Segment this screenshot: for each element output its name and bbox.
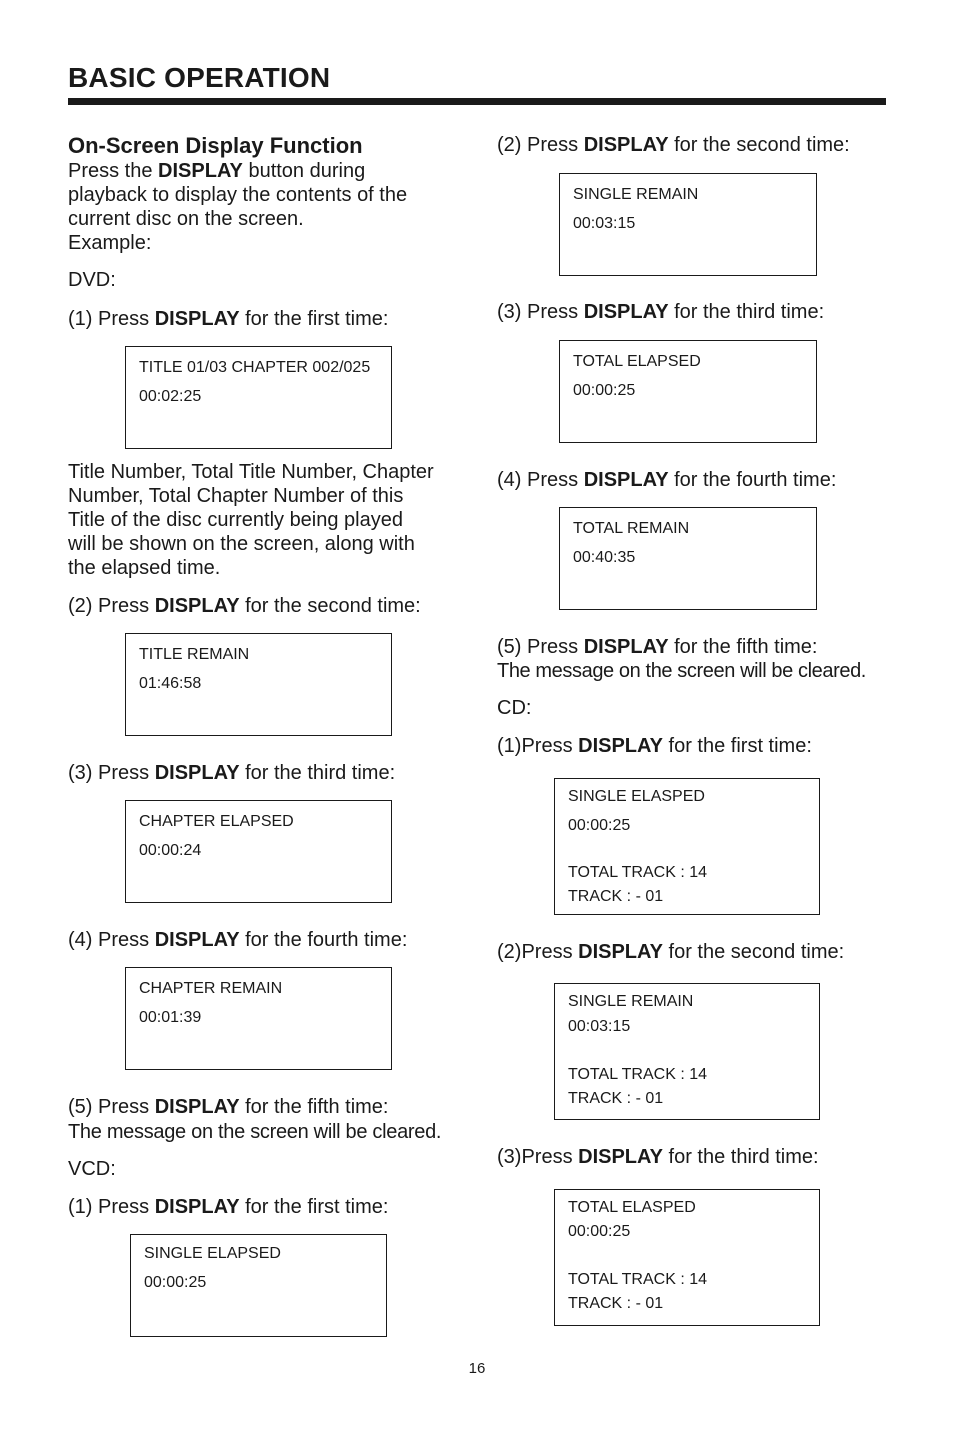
dvd-step-5-note: The message on the screen will be cleared. [68, 1121, 442, 1143]
desc-line-5: the elapsed time. [68, 557, 221, 579]
osd-box-dvd-1 [125, 346, 392, 449]
osd-line: 00:00:25 [568, 817, 631, 834]
osd-line: TOTAL TRACK : 14 [568, 1271, 708, 1288]
dvd-label: DVD: [68, 269, 116, 291]
osd-line: TRACK : - 01 [568, 1295, 664, 1312]
osd-line: CHAPTER ELAPSED [139, 813, 294, 830]
desc-line-1: Title Number, Total Title Number, Chapter [68, 461, 434, 483]
osd-box-vcd-4 [559, 507, 817, 610]
cd-label: CD: [497, 697, 532, 719]
cd-step-1: (1)Press DISPLAY for the first time: [497, 735, 812, 757]
vcd-step-4: (4) Press DISPLAY for the fourth time: [497, 469, 837, 491]
osd-line: SINGLE REMAIN [573, 186, 699, 203]
osd-line: SINGLE ELAPSED [144, 1245, 281, 1262]
osd-line: TITLE REMAIN [139, 646, 250, 663]
dvd-step-2: (2) Press DISPLAY for the second time: [68, 595, 421, 617]
osd-line: TRACK : - 01 [568, 1090, 664, 1107]
intro-line-1: Press the DISPLAY button during [68, 160, 366, 182]
intro-line-4: Example: [68, 232, 152, 254]
osd-line: 01:46:58 [139, 675, 202, 692]
cd-step-2: (2)Press DISPLAY for the second time: [497, 941, 845, 963]
vcd-label: VCD: [68, 1158, 116, 1180]
page-number: 16 [468, 1360, 486, 1377]
page-title: BASIC OPERATION [68, 62, 331, 93]
osd-line: SINGLE REMAIN [568, 993, 694, 1010]
osd-line: 00:40:35 [573, 549, 636, 566]
osd-line: SINGLE ELASPED [568, 788, 705, 805]
osd-box-vcd-2 [559, 173, 817, 276]
osd-line: TITLE 01/03 CHAPTER 002/025 [139, 359, 371, 376]
vcd-step-1: (1) Press DISPLAY for the first time: [68, 1196, 389, 1218]
osd-line: CHAPTER REMAIN [139, 980, 283, 997]
osd-box-cd-2 [554, 983, 820, 1120]
desc-line-2: Number, Total Chapter Number of this [68, 485, 404, 507]
desc-line-3: Title of the disc currently being played [68, 509, 403, 531]
dvd-step-5: (5) Press DISPLAY for the fifth time: [68, 1096, 389, 1118]
osd-line: 00:01:39 [139, 1009, 202, 1026]
osd-line: 00:00:24 [139, 842, 202, 859]
osd-box-cd-1 [554, 778, 820, 915]
osd-box-cd-3 [554, 1189, 820, 1326]
osd-box-vcd-3 [559, 340, 817, 443]
osd-line: 00:00:25 [573, 382, 636, 399]
osd-line: TOTAL TRACK : 14 [568, 1066, 708, 1083]
dvd-step-3: (3) Press DISPLAY for the third time: [68, 762, 396, 784]
osd-box-dvd-4 [125, 967, 392, 1070]
osd-box-vcd-1 [130, 1234, 387, 1337]
osd-line: 00:03:15 [573, 215, 636, 232]
vcd-step-3: (3) Press DISPLAY for the third time: [497, 301, 825, 323]
osd-line: TRACK : - 01 [568, 888, 664, 905]
osd-line: 00:02:25 [139, 388, 202, 405]
desc-line-4: will be shown on the screen, along with [68, 533, 415, 555]
osd-box-dvd-2 [125, 633, 392, 736]
dvd-step-4: (4) Press DISPLAY for the fourth time: [68, 929, 408, 951]
dvd-step-1: (1) Press DISPLAY for the first time: [68, 308, 389, 330]
intro-line-3: current disc on the screen. [68, 208, 304, 230]
vcd-step-5: (5) Press DISPLAY for the fifth time: [497, 636, 818, 658]
osd-line: TOTAL ELAPSED [573, 353, 701, 370]
osd-line: TOTAL TRACK : 14 [568, 864, 708, 881]
intro-line-2: playback to display the contents of the [68, 184, 408, 206]
vcd-step-2: (2) Press DISPLAY for the second time: [497, 134, 850, 156]
osd-line: 00:00:25 [144, 1274, 207, 1291]
title-rule [68, 98, 886, 105]
vcd-step-5-note: The message on the screen will be cleared. [497, 660, 866, 682]
osd-line: TOTAL REMAIN [573, 520, 690, 537]
osd-line: 00:03:15 [568, 1018, 631, 1035]
osd-box-dvd-3 [125, 800, 392, 903]
osd-line: 00:00:25 [568, 1223, 631, 1240]
cd-step-3: (3)Press DISPLAY for the third time: [497, 1146, 819, 1168]
osd-line: TOTAL ELASPED [568, 1199, 696, 1216]
section-title: On-Screen Display Function [68, 133, 363, 158]
